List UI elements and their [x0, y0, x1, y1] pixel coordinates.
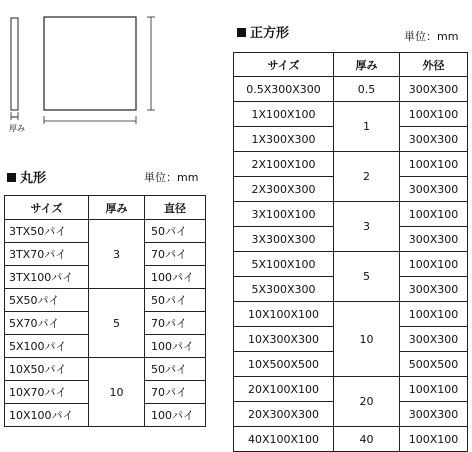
table-row	[234, 302, 468, 327]
size-cell: 1X300X300	[234, 127, 334, 152]
size-cell: 5X100X100	[234, 252, 334, 277]
size-cell: 2X100X100	[234, 152, 334, 177]
outer-cell: 300X300	[400, 227, 468, 252]
size-cell: 1X100X100	[234, 102, 334, 127]
diameter-cell: 100パイ	[145, 266, 206, 289]
outer-cell: 100X100	[400, 252, 468, 277]
outer-cell: 300X300	[400, 402, 468, 427]
size-cell: 10X300X300	[234, 327, 334, 352]
size-cell: 20X100X100	[234, 377, 334, 402]
outer-cell: 500X500	[400, 352, 468, 377]
thickness-cell: 3	[334, 202, 400, 252]
table-row	[234, 252, 468, 277]
size-cell: 3TX100パイ	[5, 266, 89, 289]
thickness-cell: 5	[89, 289, 145, 358]
square-section-title: 正方形	[237, 22, 289, 41]
diameter-cell: 70パイ	[145, 381, 206, 404]
table-row	[234, 152, 468, 177]
size-cell: 2X300X300	[234, 177, 334, 202]
outer-cell: 100X100	[400, 377, 468, 402]
thickness-cell: 5	[334, 252, 400, 302]
round-size-table	[4, 195, 206, 427]
size-cell: 5X300X300	[234, 277, 334, 302]
thickness-cell: 40	[334, 427, 400, 452]
table-row	[234, 77, 468, 102]
thickness-cell: 0.5	[334, 77, 400, 102]
outer-cell: 300X300	[400, 77, 468, 102]
size-cell: 10X70パイ	[5, 381, 89, 404]
size-cell: 3X100X100	[234, 202, 334, 227]
outer-cell: 300X300	[400, 327, 468, 352]
outer-cell: 100X100	[400, 427, 468, 452]
size-cell: 5X50パイ	[5, 289, 89, 312]
round-section-title: 丸形	[7, 167, 46, 186]
table-row	[5, 358, 206, 381]
column-header-thickness: 厚み	[89, 196, 145, 220]
column-header-size: サイズ	[234, 53, 334, 77]
outer-cell: 300X300	[400, 127, 468, 152]
diameter-cell: 70パイ	[145, 312, 206, 335]
thickness-label: 厚み	[9, 124, 25, 133]
square-bullet-icon	[7, 173, 16, 182]
size-cell: 3TX70パイ	[5, 243, 89, 266]
outer-cell: 100X100	[400, 152, 468, 177]
thickness-cell: 1	[334, 102, 400, 152]
diameter-cell: 50パイ	[145, 289, 206, 312]
column-header-outer: 外径	[400, 53, 468, 77]
table-row	[5, 220, 206, 243]
size-cell: 20X300X300	[234, 402, 334, 427]
size-cell: 10X100パイ	[5, 404, 89, 427]
round-unit-label: 単位：mm	[144, 171, 199, 184]
diameter-cell: 100パイ	[145, 335, 206, 358]
diameter-cell: 50パイ	[145, 220, 206, 243]
table-row	[234, 377, 468, 402]
outer-cell: 100X100	[400, 202, 468, 227]
size-cell: 10X100X100	[234, 302, 334, 327]
outer-cell: 300X300	[400, 277, 468, 302]
column-header-thickness: 厚み	[334, 53, 400, 77]
table-row	[234, 102, 468, 127]
size-cell: 0.5X300X300	[234, 77, 334, 102]
size-cell: 10X50パイ	[5, 358, 89, 381]
thickness-cell: 10	[334, 302, 400, 377]
thickness-cell: 2	[334, 152, 400, 202]
column-header-size: サイズ	[5, 196, 89, 220]
plate-front-view	[44, 17, 136, 110]
plate-side-view	[11, 18, 18, 110]
square-size-table	[233, 52, 468, 452]
size-cell: 5X100パイ	[5, 335, 89, 358]
outer-cell: 100X100	[400, 102, 468, 127]
diameter-cell: 50パイ	[145, 358, 206, 381]
plate-diagram	[0, 0, 240, 140]
size-cell: 40X100X100	[234, 427, 334, 452]
diameter-cell: 100パイ	[145, 404, 206, 427]
diameter-cell: 70パイ	[145, 243, 206, 266]
thickness-cell: 3	[89, 220, 145, 289]
outer-cell: 100X100	[400, 302, 468, 327]
table-row	[234, 202, 468, 227]
square-bullet-icon	[237, 28, 246, 37]
size-cell: 10X500X500	[234, 352, 334, 377]
thickness-cell: 10	[89, 358, 145, 427]
column-header-diameter: 直径	[145, 196, 206, 220]
thickness-cell: 20	[334, 377, 400, 427]
size-cell: 3X300X300	[234, 227, 334, 252]
table-row	[5, 289, 206, 312]
size-cell: 5X70パイ	[5, 312, 89, 335]
outer-cell: 300X300	[400, 177, 468, 202]
size-cell: 3TX50パイ	[5, 220, 89, 243]
square-unit-label: 単位：mm	[404, 30, 459, 43]
table-row	[234, 427, 468, 452]
